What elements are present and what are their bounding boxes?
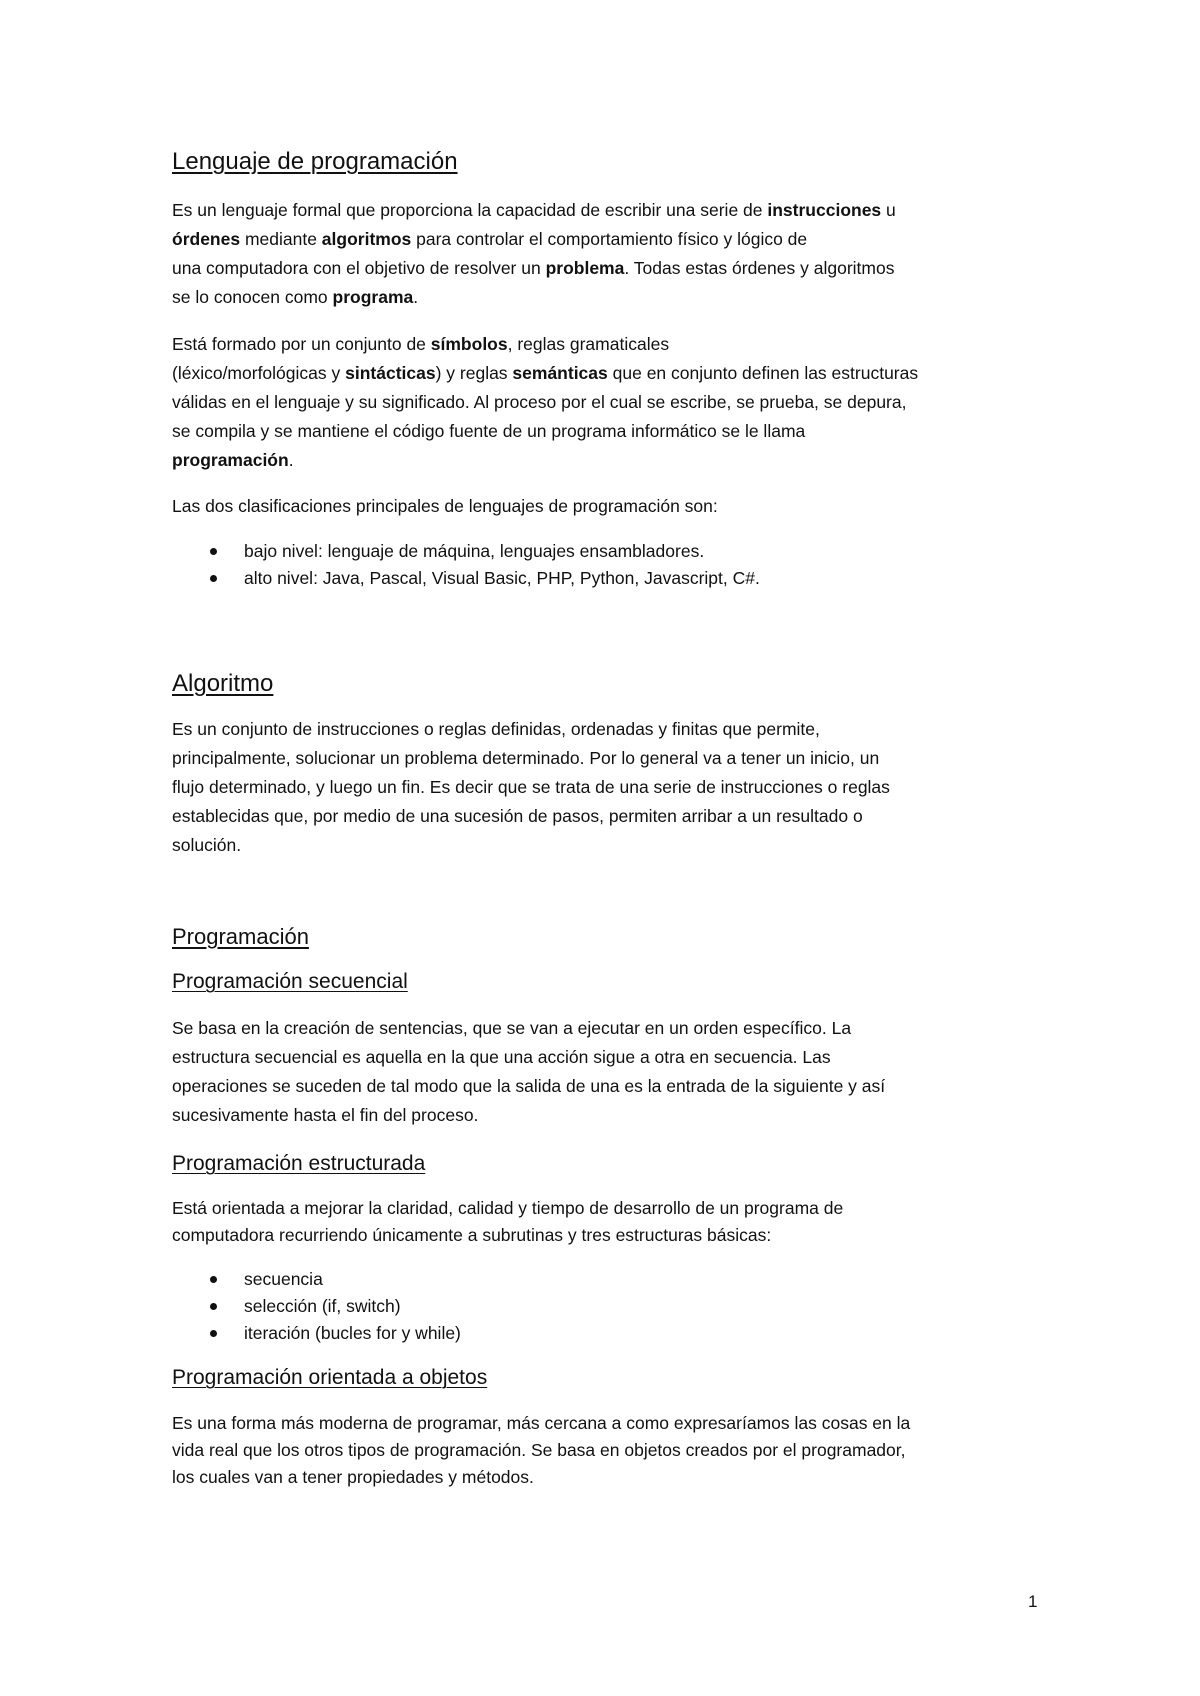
text-line: solución. (172, 835, 242, 855)
bold-term-simbolos: símbolos (430, 334, 508, 354)
text-line: Es un conjunto de instrucciones o reglas definidas, ordenadas y finitas que permite, (172, 719, 820, 739)
text-line (172, 254, 1032, 283)
bullet-list-clasificaciones (172, 538, 760, 592)
text-line: vida real que los otros tipos de programación. Se basa en objetos creados por el programador, (172, 1440, 906, 1460)
paragraph-lenguaje-formado (172, 330, 1032, 475)
text: u (881, 200, 896, 220)
list-item (172, 1320, 461, 1347)
text-line: se compila y se mantiene el código fuente de un programa informático se le llama (172, 421, 806, 441)
subheading-programacion-secuencial: Programación secuencial (172, 970, 408, 993)
text: una computadora con el objetivo de resolver un (172, 258, 546, 278)
list-item (172, 565, 760, 592)
text: que en conjunto definen las estructuras (607, 363, 919, 383)
text-line (172, 225, 1032, 254)
bullet-icon (210, 575, 217, 582)
text: , reglas gramaticales (507, 334, 670, 354)
paragraph-programacion-objetos (172, 1410, 1032, 1491)
text-line: Es una forma más moderna de programar, más cercana a como expresaríamos las cosas en la (172, 1413, 911, 1433)
list-item-text: secuencia (244, 1269, 323, 1289)
paragraph-programacion-secuencial (172, 1014, 1032, 1130)
text-line (172, 359, 1032, 388)
list-item-text: iteración (bucles for y while) (244, 1323, 461, 1343)
bold-term-instrucciones: instrucciones (767, 200, 882, 220)
subheading-programacion-estructurada: Programación estructurada (172, 1152, 426, 1175)
text-line: principalmente, solucionar un problema determinado. Por lo general va a tener un inicio, un (172, 748, 880, 768)
text: Está formado por un conjunto de (172, 334, 431, 354)
list-item (172, 538, 760, 565)
text-line: estructura secuencial es aquella en la que una acción sigue a otra en secuencia. Las (172, 1047, 831, 1067)
bold-term-algoritmos: algoritmos (321, 229, 412, 249)
bullet-icon (210, 1303, 217, 1310)
list-item-text: alto nivel: Java, Pascal, Visual Basic, PHP, Python, Javascript, C#. (244, 568, 760, 588)
text-line: sucesivamente hasta el fin del proceso. (172, 1105, 479, 1125)
text: . Todas estas órdenes y algoritmos (624, 258, 895, 278)
text-line: válidas en el lenguaje y su significado. Al proceso por el cual se escribe, se prueba, se depura, (172, 392, 907, 412)
heading-programacion: Programación (172, 924, 309, 949)
text-line: Se basa en la creación de sentencias, que se van a ejecutar en un orden específico. La (172, 1018, 852, 1038)
page-number: 1 (1028, 1592, 1038, 1611)
text: se lo conocen como (172, 287, 333, 307)
list-item (172, 1293, 461, 1320)
text-line: Las dos clasificaciones principales de lenguajes de programación son: (172, 496, 718, 516)
bold-term-programa: programa (332, 287, 414, 307)
list-item-text: bajo nivel: lenguaje de máquina, lenguajes ensambladores. (244, 541, 705, 561)
text-line: establecidas que, por medio de una sucesión de pasos, permiten arribar a un resultado o (172, 806, 863, 826)
paragraph-programacion-estructurada (172, 1195, 1032, 1249)
bold-term-semanticas: semánticas (512, 363, 608, 383)
bullet-list-estructuras (172, 1266, 461, 1347)
text-line (172, 446, 1032, 475)
text: . (413, 287, 419, 307)
bullet-icon (210, 548, 217, 555)
text: para controlar el comportamiento físico y lógico de (411, 229, 808, 249)
bold-term-ordenes: órdenes (172, 229, 241, 249)
text: Es un lenguaje formal que proporciona la capacidad de escribir una serie de (172, 200, 768, 220)
list-item (172, 1266, 461, 1293)
text-line: computadora recurriendo únicamente a subrutinas y tres estructuras básicas: (172, 1225, 772, 1245)
heading-lenguaje-de-programacion: Lenguaje de programación (172, 148, 458, 175)
bullet-icon (210, 1276, 217, 1283)
bullet-icon (210, 1330, 217, 1337)
paragraph-lenguaje-definicion (172, 196, 1032, 312)
text: mediante (240, 229, 322, 249)
text-line: flujo determinado, y luego un fin. Es decir que se trata de una serie de instrucciones o reglas (172, 777, 890, 797)
text-line: Está orientada a mejorar la claridad, calidad y tiempo de desarrollo de un programa de (172, 1198, 844, 1218)
text-line (172, 330, 1032, 359)
paragraph-algoritmo (172, 715, 1032, 860)
text-line: los cuales van a tener propiedades y métodos. (172, 1467, 534, 1487)
bold-term-programacion: programación (172, 450, 289, 470)
text: (léxico/morfológicas y (172, 363, 346, 383)
subheading-programacion-orientada-a-objetos: Programación orientada a objetos (172, 1366, 488, 1389)
text: . (288, 450, 294, 470)
bold-term-sintacticas: sintácticas (345, 363, 436, 383)
paragraph-clasificaciones (172, 492, 1032, 521)
bold-term-problema: problema (545, 258, 625, 278)
heading-algoritmo: Algoritmo (172, 670, 274, 697)
text-line: operaciones se suceden de tal modo que la salida de una es la entrada de la siguiente y así (172, 1076, 886, 1096)
text-line (172, 283, 1032, 312)
text-line (172, 196, 1032, 225)
text: ) y reglas (435, 363, 513, 383)
list-item-text: selección (if, switch) (244, 1296, 401, 1316)
